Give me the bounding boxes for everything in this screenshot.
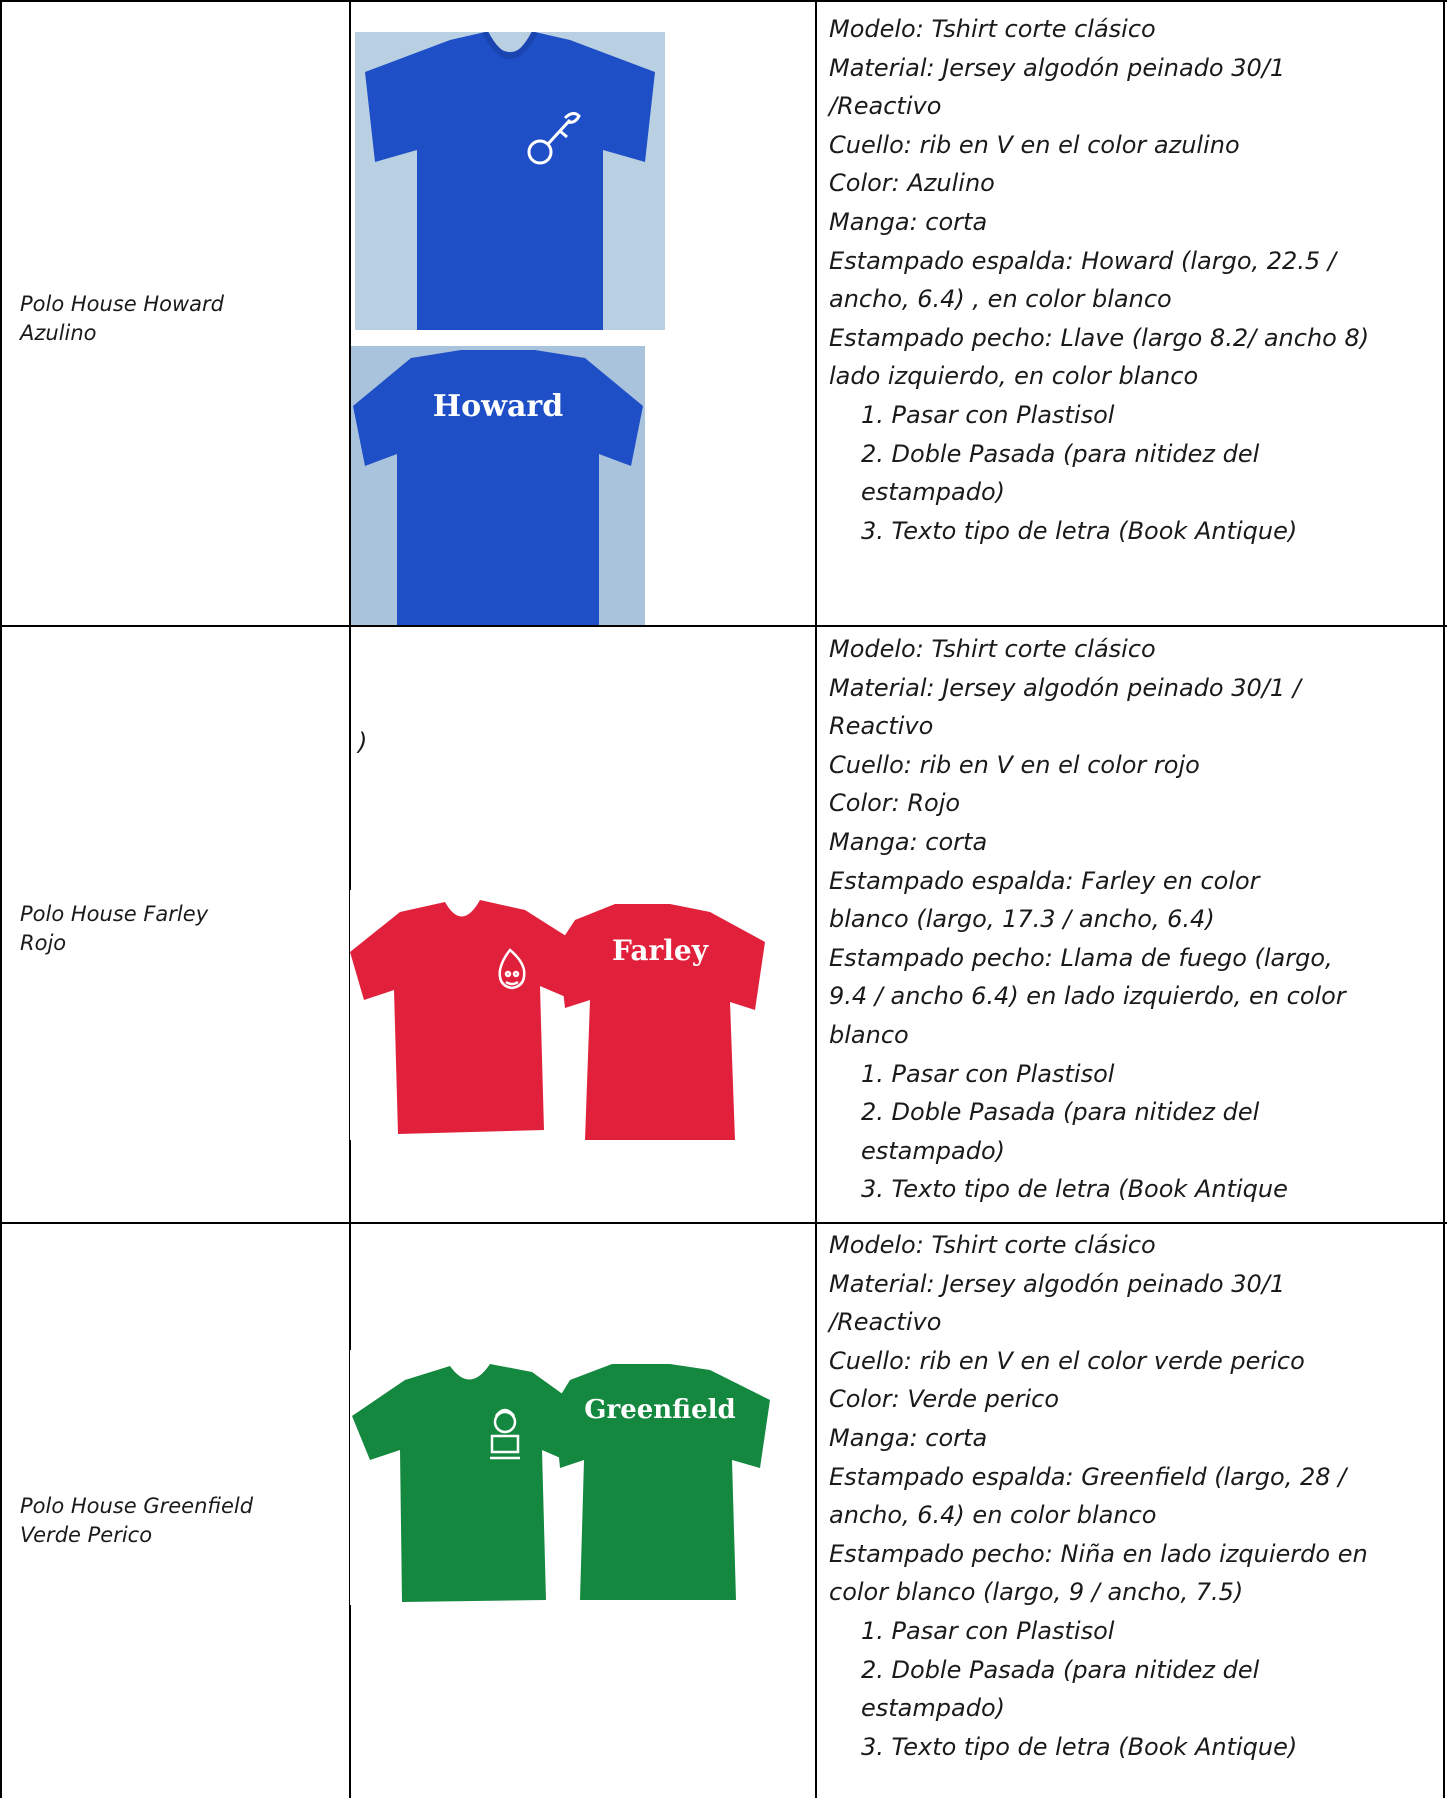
spec-line: Estampado espalda: Farley en color [829,866,1260,895]
table-border-right [1443,0,1445,1798]
process-step: 2. Doble Pasada (para nitidez del [861,1655,1260,1684]
process-step: estampado) [861,478,1005,507]
product-name [20,290,340,348]
spec-line: ancho, 6.4) , en color blanco [829,285,1172,314]
spec-line: lado izquierdo, en color blanco [829,362,1199,391]
spec-line: Cuello: rib en V en el color verde perico [829,1346,1305,1375]
spec-line: Manga: corta [829,207,988,236]
product-name [20,900,340,958]
row-divider [0,1222,1447,1224]
spec-line: Estampado espalda: Howard (largo, 22.5 / [829,246,1336,275]
product-photo-pair [350,890,810,1140]
spec-line: Manga: corta [829,827,988,856]
spec-line: Material: Jersey algodón peinado 30/1 / [829,673,1301,702]
process-step: 3. Texto tipo de letra (Book Antique [861,1175,1288,1204]
process-step: estampado) [861,1694,1005,1723]
product-name-line: Polo House Farley [20,902,209,926]
spec-line: Estampado pecho: Niña en lado izquierdo en [829,1539,1368,1568]
spec-line: blanco (largo, 17.3 / ancho, 6.4) [829,905,1215,934]
product-name-line: Polo House Howard [20,292,225,316]
spec-line: Cuello: rib en V en el color azulino [829,130,1240,159]
spec-list [829,1226,1439,1766]
spec-line: Color: Verde perico [829,1385,1060,1414]
spec-line: Manga: corta [829,1423,988,1452]
spec-line: ancho, 6.4) en color blanco [829,1501,1157,1530]
spec-list [829,630,1439,1209]
process-step: 2. Doble Pasada (para nitidez del [861,439,1260,468]
spec-line: 9.4 / ancho 6.4) en lado izquierdo, en color [829,982,1346,1011]
process-step: 2. Doble Pasada (para nitidez del [861,1098,1260,1127]
stray-mark: ) [358,728,368,756]
process-step: 3. Texto tipo de letra (Book Antique) [861,516,1298,545]
table-border-left [0,0,2,1798]
row-divider [0,625,1447,627]
process-step: estampado) [861,1136,1005,1165]
product-name-line: Verde Perico [20,1523,153,1547]
process-step: 1. Pasar con Plastisol [861,1059,1115,1088]
spec-line: Material: Jersey algodón peinado 30/1 [829,1269,1286,1298]
product-name-line: Azulino [20,321,97,345]
spec-list [829,10,1439,550]
spec-line: Modelo: Tshirt corte clásico [829,635,1156,663]
product-photo-back [351,346,645,625]
back-print-text: Howard [432,389,564,424]
spec-line: /Reactivo [829,92,942,121]
product-name [20,1492,340,1550]
spec-line: Reactivo [829,712,934,741]
spec-line: /Reactivo [829,1308,942,1337]
spec-line: Estampado pecho: Llave (largo 8.2/ ancho 8) [829,323,1370,352]
product-name-line: Polo House Greenfield [20,1494,254,1518]
process-step: 1. Pasar con Plastisol [861,1616,1115,1645]
column-divider [815,0,817,1798]
spec-line: Modelo: Tshirt corte clásico [829,1231,1156,1259]
product-photo-pair [350,1350,800,1605]
spec-line: Color: Rojo [829,789,961,818]
spec-line: blanco [829,1020,909,1049]
spec-line: Cuello: rib en V en el color rojo [829,750,1200,779]
spec-line: Estampado espalda: Greenfield (largo, 28 / [829,1462,1347,1491]
product-name-line: Rojo [20,931,67,955]
table-border-top [0,0,1447,2]
spec-line: Modelo: Tshirt corte clásico [829,15,1156,43]
back-print-text: Greenfield [584,1395,736,1425]
product-photo-front [355,32,665,330]
process-step: 3. Texto tipo de letra (Book Antique) [861,1732,1298,1761]
spec-line: Color: Azulino [829,169,995,198]
back-print-text: Farley [612,934,708,967]
spec-line: Estampado pecho: Llama de fuego (largo, [829,943,1333,972]
spec-line: color blanco (largo, 9 / ancho, 7.5) [829,1578,1244,1607]
process-step: 1. Pasar con Plastisol [861,400,1115,429]
spec-line: Material: Jersey algodón peinado 30/1 [829,53,1286,82]
